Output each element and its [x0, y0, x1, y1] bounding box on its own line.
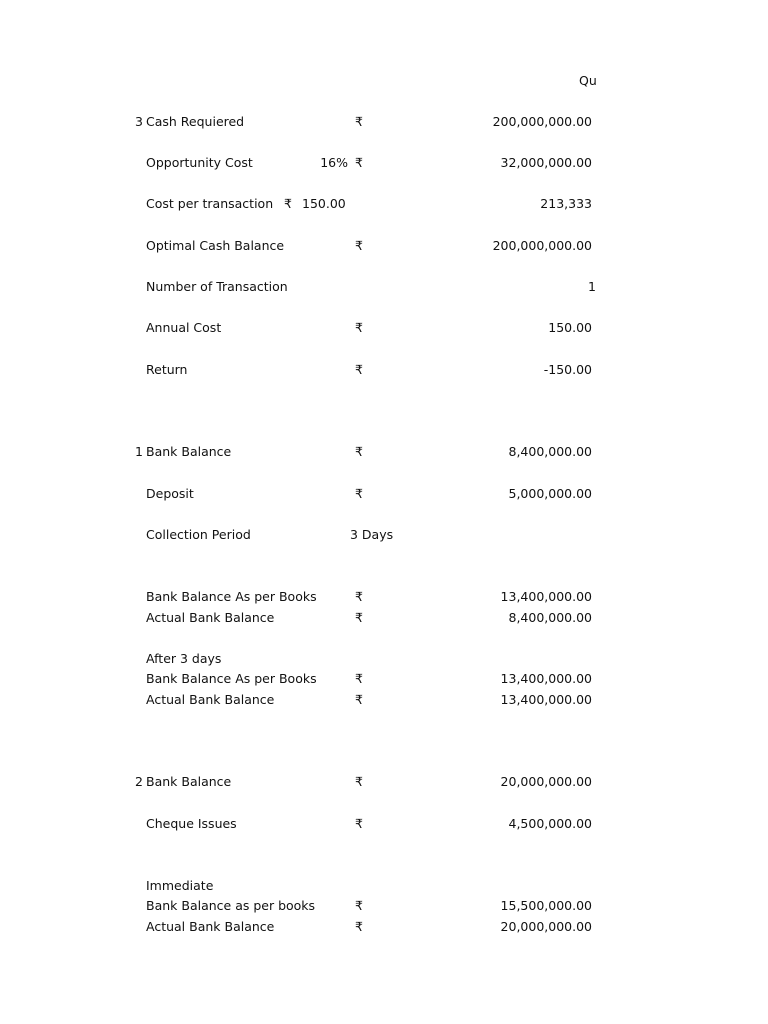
- currency-symbol: ₹: [355, 114, 363, 129]
- label-actual-bank-balance: Actual Bank Balance: [146, 610, 275, 625]
- currency-symbol: ₹: [355, 816, 363, 831]
- row-index: 2: [135, 774, 143, 789]
- currency-symbol: ₹: [355, 774, 363, 789]
- label-actual-bank-balance: Actual Bank Balance: [146, 919, 275, 934]
- label-number-of-transaction: Number of Transaction: [146, 279, 288, 294]
- currency-symbol: ₹: [355, 589, 363, 604]
- currency-symbol: ₹: [355, 155, 363, 170]
- label-bank-balance-as-per-books: Bank Balance as per books: [146, 898, 316, 913]
- value-bank-balance-as-per-books: 13,400,000.00: [500, 589, 592, 604]
- value-bank-balance: 8,400,000.00: [508, 444, 592, 459]
- currency-symbol: ₹: [355, 898, 363, 913]
- label-bank-balance: Bank Balance: [146, 774, 232, 789]
- value-deposit: 5,000,000.00: [508, 486, 592, 501]
- value-actual-bank-balance: 20,000,000.00: [500, 919, 592, 934]
- label-annual-cost: Annual Cost: [146, 320, 222, 335]
- label-return: Return: [146, 362, 188, 377]
- currency-symbol: ₹: [355, 238, 363, 253]
- value-annual-cost: 150.00: [548, 320, 592, 335]
- currency-symbol: ₹: [355, 919, 363, 934]
- value-bank-balance-as-per-books: 13,400,000.00: [500, 671, 592, 686]
- cost-per-transaction-amount: 150.00: [302, 196, 346, 211]
- value-cheque-issues: 4,500,000.00: [508, 816, 592, 831]
- value-collection-period: 3 Days: [350, 527, 394, 542]
- value-cost-per-transaction: 213,333: [540, 196, 592, 211]
- value-number-of-transaction: 1: [588, 279, 596, 294]
- label-optimal-cash-balance: Optimal Cash Balance: [146, 238, 285, 253]
- currency-symbol: ₹: [355, 486, 363, 501]
- label-cash-required: Cash Requiered: [146, 114, 245, 129]
- label-cost-per-transaction: Cost per transaction: [146, 196, 274, 211]
- row-index: 1: [135, 444, 143, 459]
- label-opportunity-cost: Opportunity Cost: [146, 155, 253, 170]
- label-bank-balance-as-per-books: Bank Balance As per Books: [146, 589, 317, 604]
- label-collection-period: Collection Period: [146, 527, 251, 542]
- value-actual-bank-balance: 13,400,000.00: [500, 692, 592, 707]
- value-bank-balance: 20,000,000.00: [500, 774, 592, 789]
- value-actual-bank-balance: 8,400,000.00: [508, 610, 592, 625]
- currency-symbol: ₹: [284, 196, 292, 211]
- header-clipped-text: Qu: [579, 73, 597, 88]
- opportunity-cost-rate: 16%: [320, 155, 348, 170]
- label-immediate: Immediate: [146, 878, 214, 893]
- label-after-3-days: After 3 days: [146, 651, 222, 666]
- label-actual-bank-balance: Actual Bank Balance: [146, 692, 275, 707]
- label-deposit: Deposit: [146, 486, 194, 501]
- value-bank-balance-as-per-books: 15,500,000.00: [500, 898, 592, 913]
- value-return: -150.00: [543, 362, 592, 377]
- label-bank-balance-as-per-books: Bank Balance As per Books: [146, 671, 317, 686]
- value-cash-required: 200,000,000.00: [492, 114, 592, 129]
- currency-symbol: ₹: [355, 671, 363, 686]
- currency-symbol: ₹: [355, 444, 363, 459]
- row-index: 3: [135, 114, 143, 129]
- currency-symbol: ₹: [355, 692, 363, 707]
- currency-symbol: ₹: [355, 320, 363, 335]
- value-optimal-cash-balance: 200,000,000.00: [492, 238, 592, 253]
- label-cheque-issues: Cheque Issues: [146, 816, 237, 831]
- currency-symbol: ₹: [355, 610, 363, 625]
- currency-symbol: ₹: [355, 362, 363, 377]
- label-bank-balance: Bank Balance: [146, 444, 232, 459]
- value-opportunity-cost: 32,000,000.00: [500, 155, 592, 170]
